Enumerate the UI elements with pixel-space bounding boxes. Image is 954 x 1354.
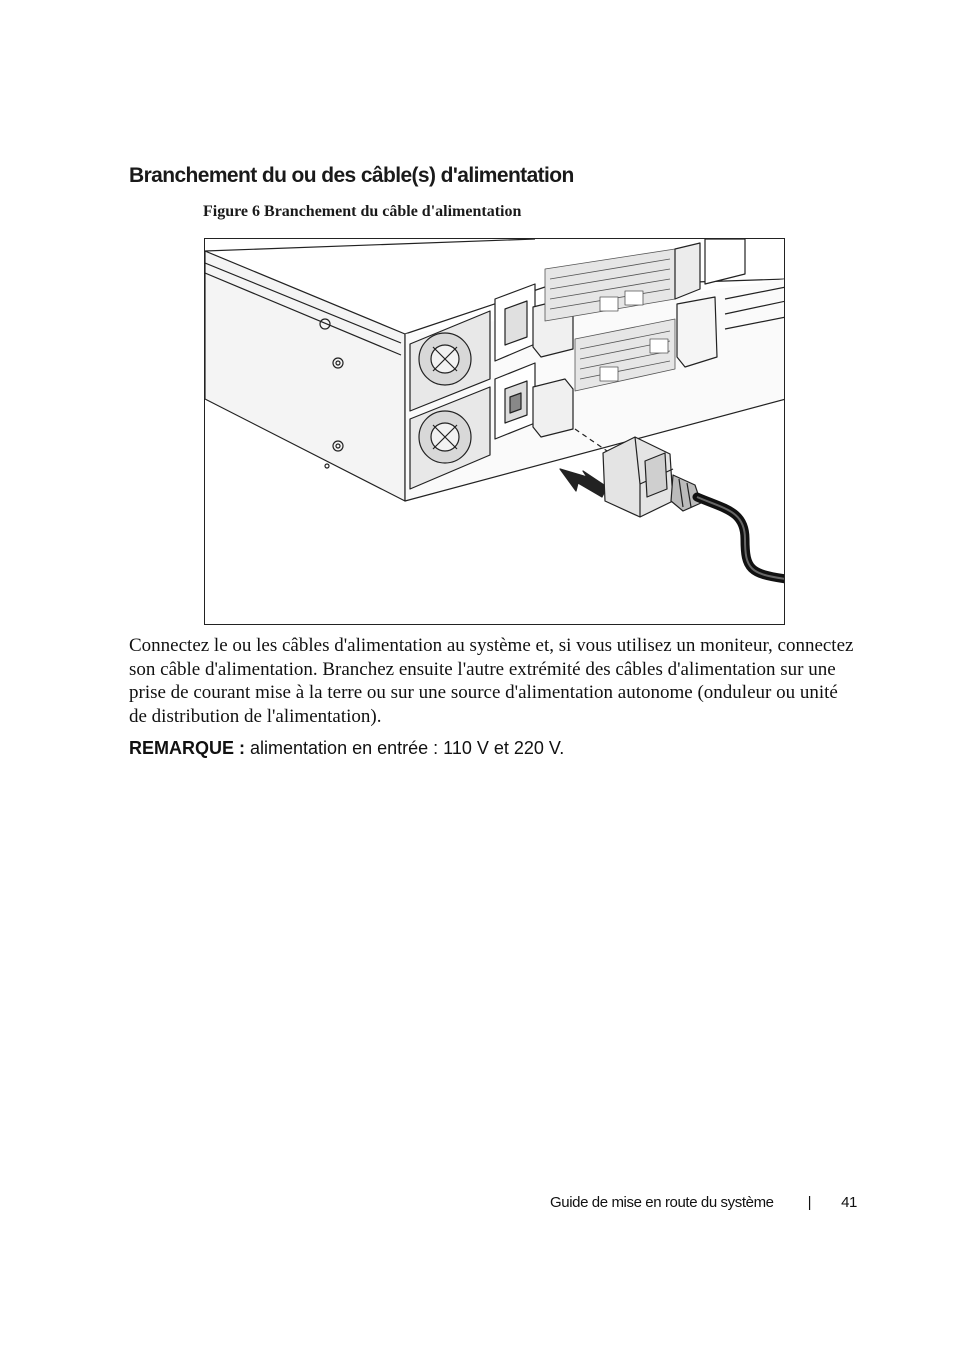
- footer-title: Guide de mise en route du système: [550, 1194, 774, 1211]
- figure-caption: Figure 6 Branchement du câble d'alimentation: [203, 203, 522, 220]
- footer-separator: |: [807, 1194, 812, 1211]
- page-number: 41: [841, 1194, 857, 1211]
- instruction-paragraph: Connectez le ou les câbles d'alimentation au système et, si vous utilisez un moniteur, connectez son câble d'alimentation. Branchez ensuite l'autre extrémité des câbles d'alimentation sur une prise de courant mise à la terre ou sur une source d'alimentation autonome (onduleur ou unité de distribution de l'alimentation).: [129, 635, 854, 727]
- note: [129, 738, 564, 759]
- note-text: alimentation en entrée : 110 V et 220 V.: [250, 738, 565, 758]
- page-footer: [550, 1194, 857, 1211]
- note-label: REMARQUE :: [129, 738, 245, 758]
- power-cable-illustration: [204, 238, 785, 625]
- power-plug: [603, 437, 701, 517]
- section-heading: Branchement du ou des câble(s) d'alimentation: [129, 164, 574, 187]
